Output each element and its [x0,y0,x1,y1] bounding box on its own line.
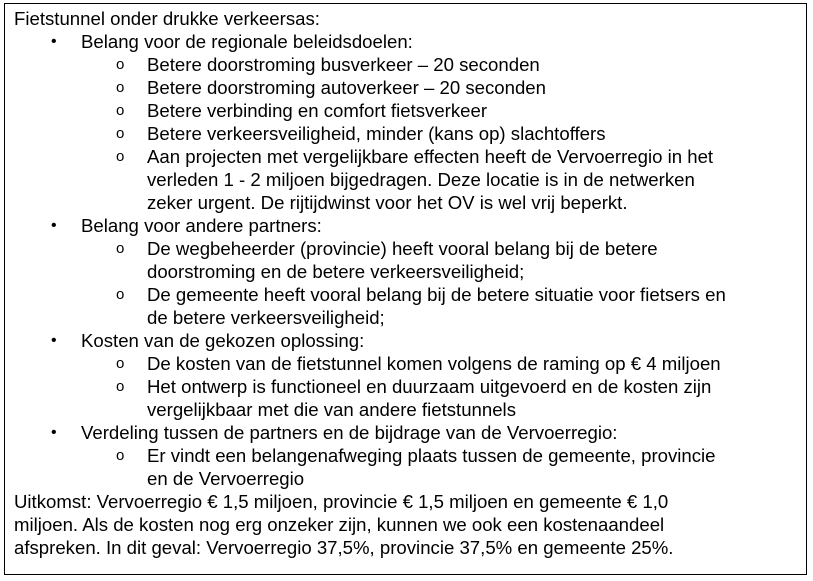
section-heading-text: Belang voor de regionale beleidsdoelen: [81,31,413,52]
section-heading-text: Kosten van de gekozen oplossing: [81,330,365,351]
sub-item-text: vergelijkbaar met die van andere fietstunnels [147,399,516,420]
section-heading-text: Verdeling tussen de partners en de bijdrage van de Vervoerregio: [81,422,618,443]
sections-list [14,30,804,490]
sub-item-text: verleden 1 - 2 miljoen bijgedragen. Deze locatie is in de netwerken [147,169,695,190]
section-heading [14,214,804,237]
sub-item-text: Er vindt een belangenafweging plaats tussen de gemeente, provincie [147,445,716,466]
sub-item-text: Betere doorstroming busverkeer – 20 seconden [147,54,540,75]
sub-item-continuation [14,191,804,214]
sub-item [14,375,804,398]
sub-item-text: Het ontwerp is functioneel en duurzaam uitgevoerd en de kosten zijn [147,376,712,397]
conclusion-paragraph [14,490,804,559]
section-heading [14,30,804,53]
sub-item-text: De wegbeheerder (provincie) heeft vooral belang bij de betere [147,238,658,259]
sub-item-text: Betere doorstroming autoverkeer – 20 seconden [147,77,546,98]
sub-item-text: Aan projecten met vergelijkbare effecten heeft de Vervoerregio in het [147,146,714,167]
sub-bullet-marker: o [116,378,125,395]
section-heading [14,421,804,444]
sub-item-text: De gemeente heeft vooral belang bij de betere situatie voor fietsers en [147,284,726,305]
sub-item-continuation [14,398,804,421]
sub-item-continuation [14,260,804,283]
sub-bullet-marker: o [116,56,125,73]
bullet-marker: • [51,217,57,234]
bullet-marker: • [51,33,57,50]
sub-item [14,145,804,168]
sub-item-text: en de Vervoerregio [147,468,305,489]
sub-item [14,99,804,122]
conclusion-line: miljoen. Als de kosten nog erg onzeker zijn, kunnen we ook een kostenaandeel [14,514,665,535]
sub-bullet-marker: o [116,125,125,142]
sub-item [14,122,804,145]
sub-item-continuation [14,306,804,329]
sub-bullet-marker: o [116,148,125,165]
sub-item-text: Betere verbinding en comfort fietsverkeer [147,100,488,121]
sub-item [14,352,804,375]
sub-item [14,283,804,306]
bullet-marker: • [51,424,57,441]
sub-item-text: zeker urgent. De rijtijdwinst voor het OV is wel vrij beperkt. [147,192,628,213]
sub-bullet-marker: o [116,355,125,372]
section-heading [14,329,804,352]
conclusion-line: Uitkomst: Vervoerregio € 1,5 miljoen, provincie € 1,5 miljoen en gemeente € 1,0 [14,491,669,512]
sub-item-text: doorstroming en de betere verkeersveiligheid; [147,261,525,282]
bullet-marker: • [51,332,57,349]
sub-item [14,237,804,260]
sub-item-text: Betere verkeersveiligheid, minder (kans op) slachtoffers [147,123,606,144]
sub-bullet-marker: o [116,102,125,119]
sub-item-text: de betere verkeersveiligheid; [147,307,385,328]
sub-item [14,76,804,99]
conclusion-line: afspreken. In dit geval: Vervoerregio 37,5%, provincie 37,5% en gemeente 25%. [14,537,674,558]
sub-item [14,53,804,76]
document-title: Fietstunnel onder drukke verkeersas: [14,8,320,29]
sub-bullet-marker: o [116,240,125,257]
sub-bullet-marker: o [116,447,125,464]
section-heading-text: Belang voor andere partners: [81,215,322,236]
sub-item-continuation [14,467,804,490]
document-body [14,7,804,559]
sub-bullet-marker: o [116,79,125,96]
sub-item [14,444,804,467]
sub-item-text: De kosten van de fietstunnel komen volgens de raming op € 4 miljoen [147,353,721,374]
sub-item-continuation [14,168,804,191]
sub-bullet-marker: o [116,286,125,303]
